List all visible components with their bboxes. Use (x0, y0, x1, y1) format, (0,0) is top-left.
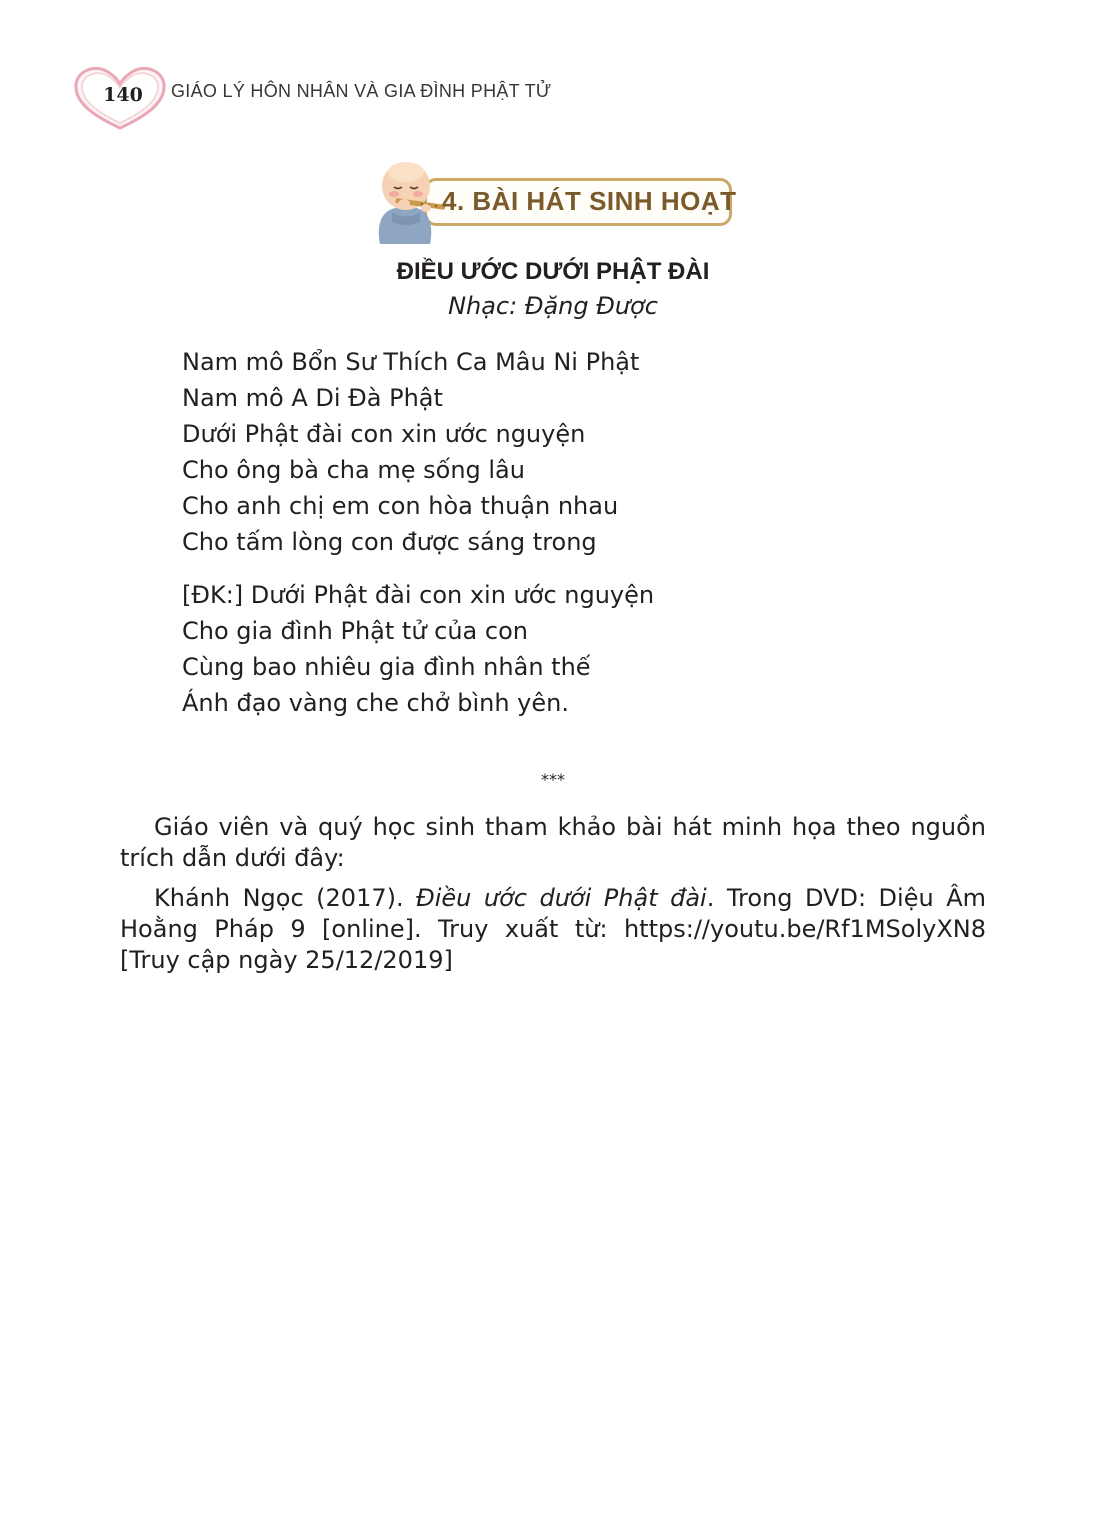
monk-flute-icon (366, 152, 446, 244)
reference-paragraph (120, 883, 986, 976)
section-separator: *** (541, 770, 565, 789)
song-title: ĐIỀU ƯỚC DƯỚI PHẬT ĐÀI (396, 258, 710, 285)
section-banner (366, 152, 746, 244)
lyric-line: Ánh đạo vàng che chở bình yên. (182, 689, 569, 717)
reference-details: . Trong DVD: Diệu Âm Hoằng Pháp 9 [online]. Truy xuất từ: https://youtu.be/Rf1MSolyXN8 [Truy cập ngày 25/12/2019] (120, 884, 986, 974)
reference-work-title: Điều ước dưới Phật đài (416, 884, 707, 912)
page-number: 140 (103, 84, 143, 106)
lyric-line: Nam mô A Di Đà Phật (182, 384, 443, 412)
lyric-line: Nam mô Bổn Sư Thích Ca Mâu Ni Phật (182, 348, 640, 376)
lyric-line: Cho ông bà cha mẹ sống lâu (182, 456, 525, 484)
lyric-line: Cùng bao nhiêu gia đình nhân thế (182, 653, 591, 681)
lyric-line: Cho anh chị em con hòa thuận nhau (182, 492, 619, 520)
section-heading: 4. BÀI HÁT SINH HOẠT (442, 186, 737, 216)
intro-paragraph: Giáo viên và quý học sinh tham khảo bài hát minh họa theo nguồn trích dẫn dưới đây: (120, 813, 986, 872)
lyric-line: [ĐK:] Dưới Phật đài con xin ước nguyện (182, 581, 655, 609)
lyric-line: Cho gia đình Phật tử của con (182, 617, 528, 645)
song-verse (182, 344, 639, 560)
book-title: GIÁO LÝ HÔN NHÂN VÀ GIA ĐÌNH PHẬT TỬ (171, 81, 552, 101)
lyric-line: Cho tấm lòng con được sáng trong (182, 528, 597, 556)
lyric-line: Dưới Phật đài con xin ước nguyện (182, 420, 586, 448)
song-composer: Nhạc: Đặng Được (448, 292, 658, 320)
page-header (70, 62, 670, 132)
song-chorus (182, 577, 654, 721)
reference-author-year: Khánh Ngọc (2017). (154, 884, 417, 912)
